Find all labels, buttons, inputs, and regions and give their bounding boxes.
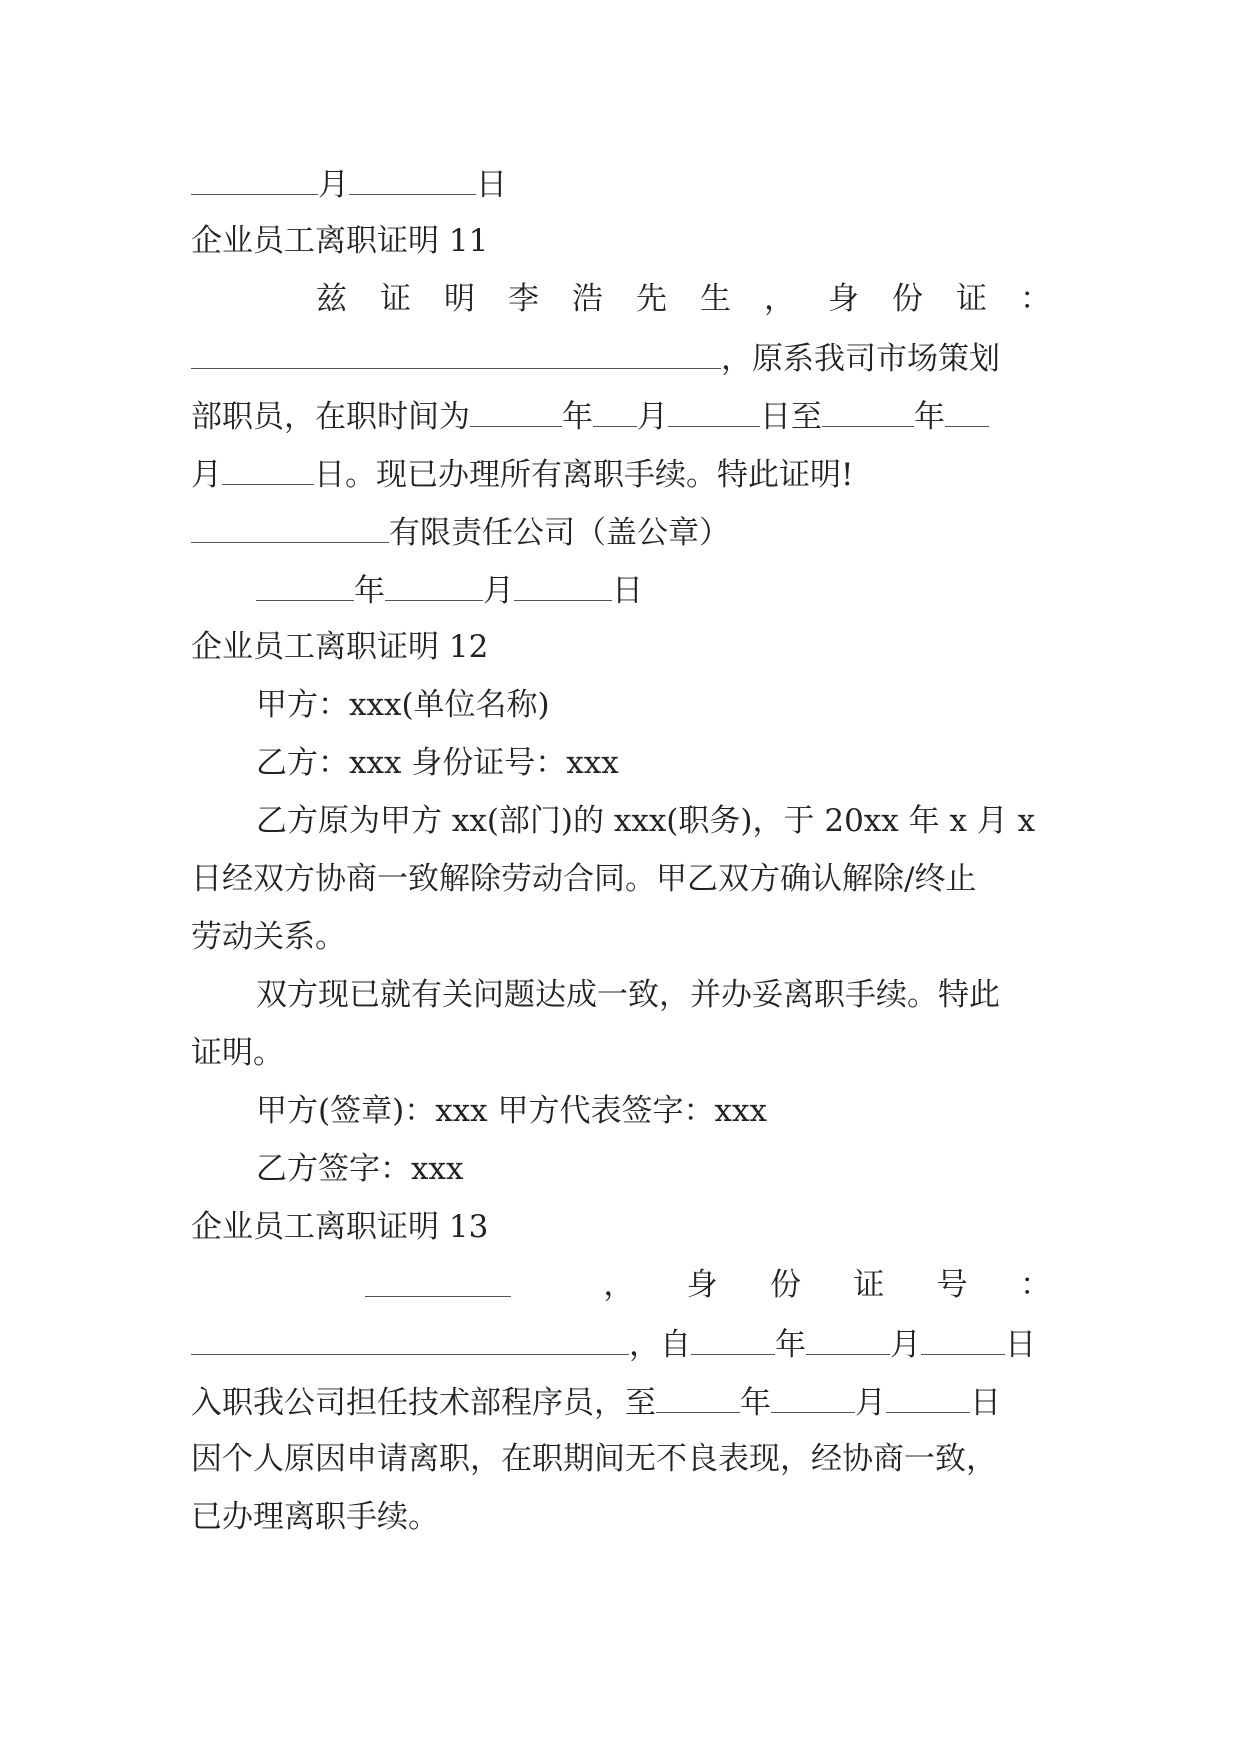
char: ， bbox=[603, 1267, 635, 1303]
date-line-top bbox=[191, 154, 507, 212]
heading-11: 企业员工离职证明 11 bbox=[191, 223, 489, 259]
p12-line-i: 乙方签字：xxx bbox=[256, 1151, 464, 1187]
text: 年 bbox=[740, 1385, 771, 1421]
text: ，自 bbox=[629, 1327, 691, 1363]
char: 生 bbox=[700, 281, 731, 317]
blank bbox=[593, 386, 637, 427]
blank bbox=[668, 386, 760, 427]
text: 月 bbox=[191, 457, 222, 493]
heading-13: 企业员工离职证明 13 bbox=[191, 1209, 489, 1245]
heading-12: 企业员工离职证明 12 bbox=[191, 629, 489, 665]
p13-line-d: 因个人原因申请离职，在职期间无不良表现，经协商一致， bbox=[191, 1441, 997, 1477]
blank bbox=[191, 154, 318, 195]
char: 号 bbox=[936, 1267, 968, 1303]
blank bbox=[385, 560, 483, 601]
p11-line-e bbox=[191, 502, 730, 560]
blank bbox=[806, 1314, 890, 1355]
blank bbox=[945, 386, 989, 427]
blank bbox=[365, 1256, 511, 1297]
char: 李 bbox=[508, 281, 539, 317]
text: 年 bbox=[775, 1327, 806, 1363]
text: 部职员，在职时间为 bbox=[191, 399, 470, 435]
p13-line-b bbox=[191, 1314, 1036, 1372]
text: 月 bbox=[637, 399, 668, 435]
blank bbox=[886, 1372, 970, 1413]
blank bbox=[656, 1372, 740, 1413]
char: 份 bbox=[892, 281, 923, 317]
char: 浩 bbox=[572, 281, 603, 317]
blank bbox=[470, 386, 562, 427]
p12-line-a: 甲方：xxx(单位名称) bbox=[256, 687, 550, 723]
char: 证 bbox=[956, 281, 987, 317]
text: 日 bbox=[970, 1385, 1001, 1421]
char: ： bbox=[1020, 281, 1051, 317]
blank bbox=[191, 502, 389, 543]
text: 月 bbox=[890, 1327, 921, 1363]
blank bbox=[691, 1314, 775, 1355]
p12-line-g: 证明。 bbox=[191, 1035, 284, 1071]
p12-line-b: 乙方：xxx 身份证号：xxx bbox=[256, 745, 619, 781]
p12-line-c: 乙方原为甲方 xx(部门)的 xxx(职务)，于 20xx 年 x 月 x bbox=[256, 803, 1036, 839]
p12-line-f: 双方现已就有关问题达成一致，并办妥离职手续。特此 bbox=[256, 977, 1000, 1013]
text: 入职我公司担任技术部程序员，至 bbox=[191, 1385, 656, 1421]
text: ，原系我司市场策划 bbox=[721, 341, 1000, 377]
p11-line-b bbox=[191, 328, 1000, 386]
char: ， bbox=[764, 281, 795, 317]
blank bbox=[771, 1372, 855, 1413]
char: 证 bbox=[853, 1267, 885, 1303]
text: 日 bbox=[1005, 1327, 1036, 1363]
text: 年 bbox=[562, 399, 593, 435]
p11-line-d bbox=[191, 444, 853, 502]
text: 年 bbox=[354, 573, 385, 609]
blank bbox=[191, 328, 721, 369]
text: 月 bbox=[318, 167, 349, 203]
p13-line-a bbox=[365, 1256, 1051, 1314]
text: 日 bbox=[476, 167, 507, 203]
blank bbox=[514, 560, 612, 601]
blank bbox=[349, 154, 476, 195]
text: 日至 bbox=[760, 399, 822, 435]
char: 明 bbox=[444, 281, 475, 317]
p13-line-c bbox=[191, 1372, 1001, 1430]
char: 先 bbox=[636, 281, 667, 317]
blank bbox=[222, 444, 314, 485]
p12-line-d: 日经双方协商一致解除劳动合同。甲乙双方确认解除/终止 bbox=[191, 861, 977, 897]
blank bbox=[191, 1314, 629, 1355]
p11-line-a bbox=[191, 270, 1051, 328]
text: 日 bbox=[612, 573, 643, 609]
p13-line-e: 已办理离职手续。 bbox=[191, 1499, 439, 1535]
text: 月 bbox=[855, 1385, 886, 1421]
blank bbox=[256, 560, 354, 601]
char: 身 bbox=[828, 281, 859, 317]
text: 年 bbox=[914, 399, 945, 435]
p12-line-h: 甲方(签章)：xxx 甲方代表签字：xxx bbox=[256, 1093, 767, 1129]
text: 日。现已办理所有离职手续。特此证明! bbox=[314, 457, 854, 493]
p12-line-e: 劳动关系。 bbox=[191, 919, 346, 955]
char: 兹 bbox=[316, 281, 347, 317]
char: 证 bbox=[380, 281, 411, 317]
blank bbox=[822, 386, 914, 427]
p11-date-line bbox=[256, 560, 643, 618]
char: ： bbox=[1019, 1267, 1051, 1303]
char: 份 bbox=[769, 1267, 801, 1303]
char: 身 bbox=[686, 1267, 718, 1303]
text: 月 bbox=[483, 573, 514, 609]
blank bbox=[921, 1314, 1005, 1355]
p11-line-c bbox=[191, 386, 989, 444]
text: 有限责任公司（盖公章） bbox=[389, 515, 730, 551]
